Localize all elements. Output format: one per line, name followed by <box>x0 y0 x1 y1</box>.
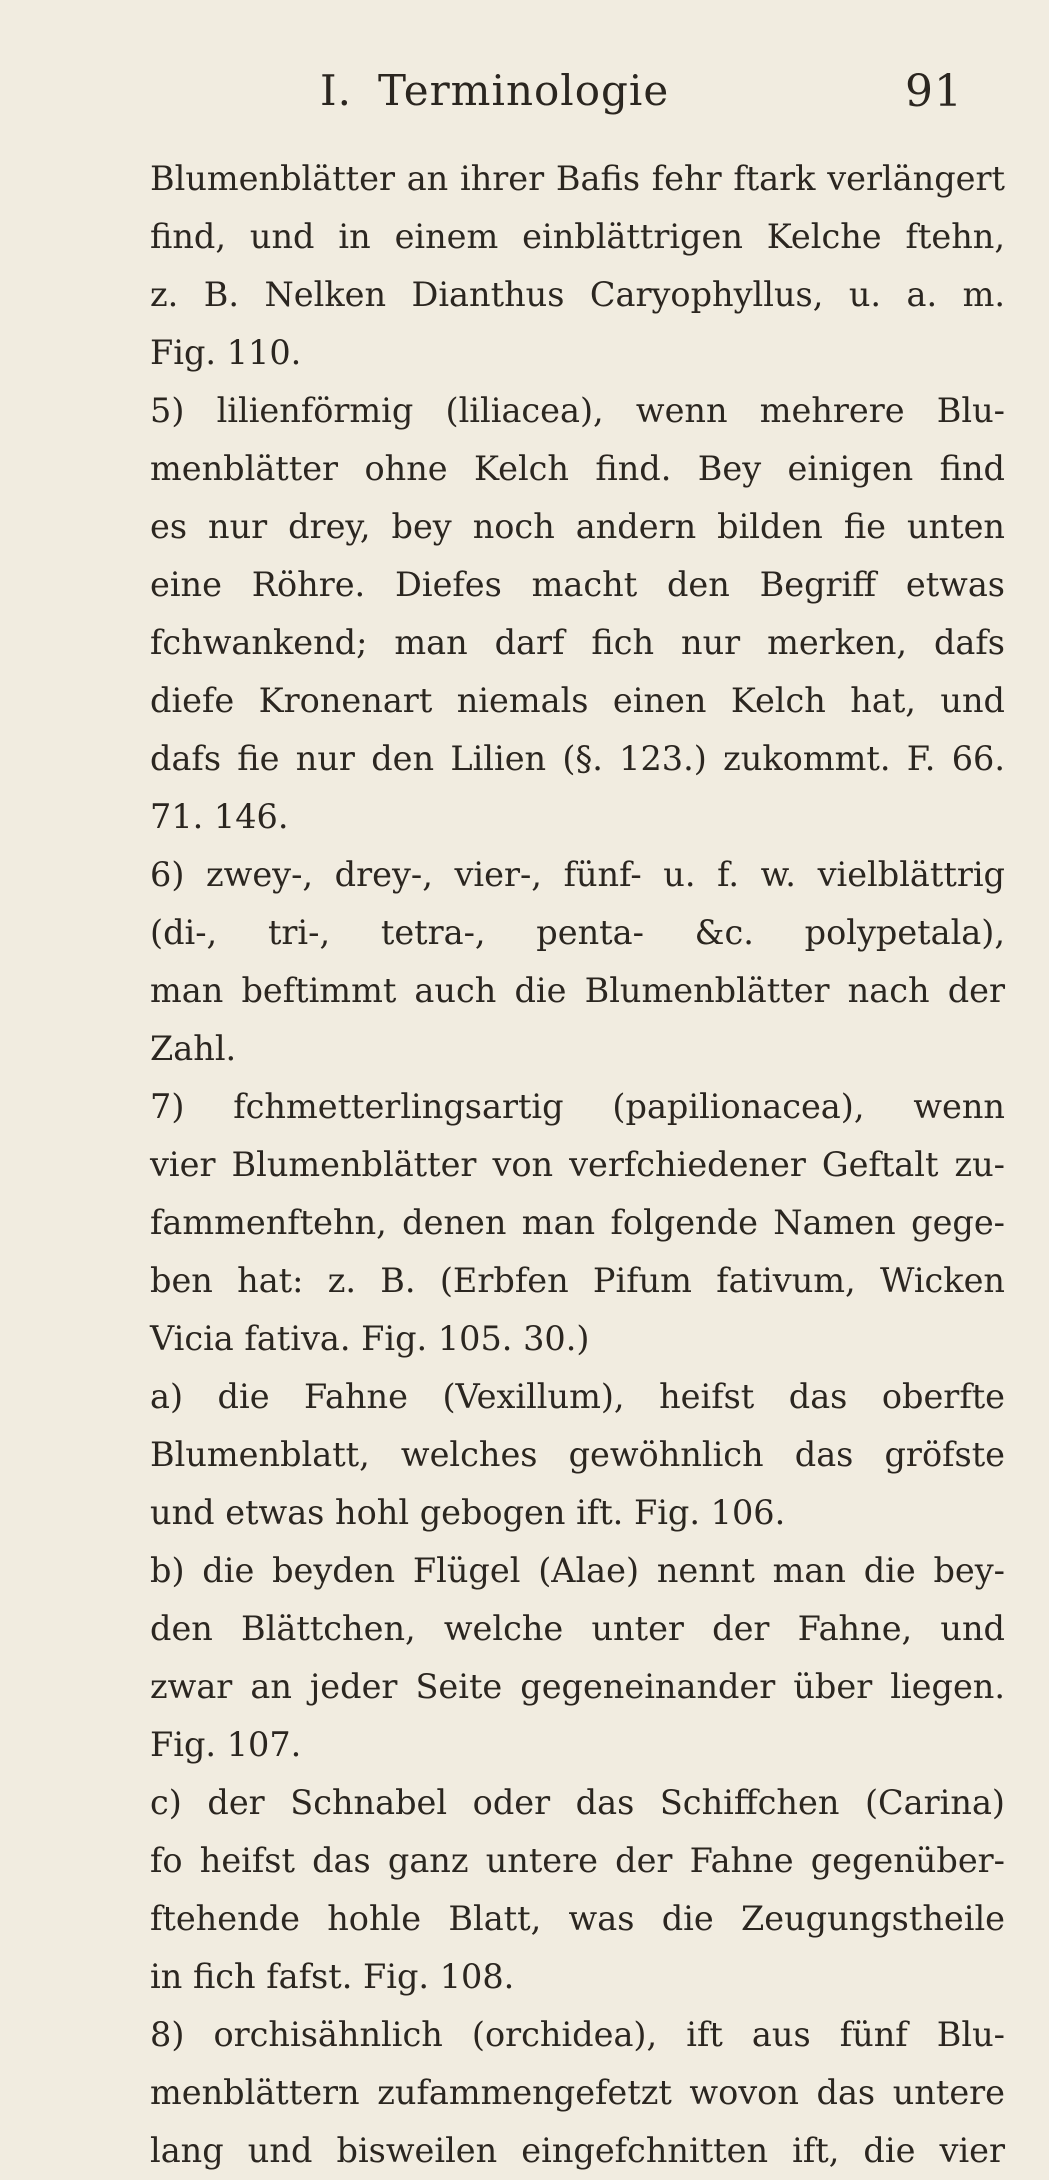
text-line: vier Blumenblätter von verfchiedener Geftalt zu- <box>150 1145 1005 1184</box>
text-line: den Blättchen, welche unter der Fahne, und <box>150 1609 1005 1648</box>
text-line: b) die beyden Flügel (Alae) nennt man die bey- <box>150 1551 1005 1590</box>
text-line: ftehende hohle Blatt, was die Zeugungstheile <box>150 1899 1005 1938</box>
text-line: 5) lilienförmig (liliacea), wenn mehrere Blu- <box>150 391 1005 430</box>
text-line: Fig. 110. <box>150 333 302 372</box>
text-line: lang und bisweilen eingefchnitten ift, die vier <box>150 2131 1005 2170</box>
body-text <box>150 150 1005 2180</box>
text-line: man beftimmt auch die Blumenblätter nach der <box>150 971 1005 1010</box>
text-line: find, und in einem einblättrigen Kelche ftehn, <box>150 217 1005 256</box>
chapter-title: Terminologie <box>378 66 670 115</box>
text-line: Zahl. <box>150 1029 237 1068</box>
text-line: (di-, tri-, tetra-, penta- &c. polypetala), <box>150 913 1005 952</box>
text-line: menblättern zufammengefetzt wovon das untere <box>150 2073 1005 2112</box>
text-line: und etwas hohl gebogen ift. Fig. 106. <box>150 1493 786 1532</box>
text-line: ben hat: z. B. (Erbfen Pifum fativum, Wicken <box>150 1261 1005 1300</box>
text-line: in fich fafst. Fig. 108. <box>150 1957 515 1996</box>
text-line: a) die Fahne (Vexillum), heifst das oberfte <box>150 1377 1005 1416</box>
text-line: z. B. Nelken Dianthus Caryophyllus, u. a. m. <box>150 275 1005 314</box>
text-line: dafs fie nur den Lilien (§. 123.) zukommt. F. 66. <box>150 739 1005 778</box>
text-line: 8) orchisähnlich (orchidea), ift aus fünf Blu- <box>150 2015 1005 2054</box>
text-line: fo heifst das ganz untere der Fahne gegenüber- <box>150 1841 1005 1880</box>
page-number: 91 <box>905 66 963 117</box>
chapter-number: I. <box>320 66 352 115</box>
text-line: Fig. 107. <box>150 1725 302 1764</box>
text-line: 6) zwey-, drey-, vier-, fünf- u. f. w. vielblättrig <box>150 855 1005 894</box>
text-line: fchwankend; man darf fich nur merken, dafs <box>150 623 1005 662</box>
text-line: 7) fchmetterlingsartig (papilionacea), wenn <box>150 1087 1005 1126</box>
text-line: Vicia fativa. Fig. 105. 30.) <box>150 1319 590 1358</box>
text-line: diefe Kronenart niemals einen Kelch hat, und <box>150 681 1005 720</box>
text-line: Blumenblatt, welches gewöhnlich das gröfste <box>150 1435 1005 1474</box>
text-line: fammenftehn, denen man folgende Namen gege- <box>150 1203 1005 1242</box>
text-line: Blumenblätter an ihrer Bafis fehr ftark verlängert <box>150 159 1005 198</box>
text-line: eine Röhre. Diefes macht den Begriff etwas <box>150 565 1005 604</box>
text-line: menblätter ohne Kelch find. Bey einigen find <box>150 449 1005 488</box>
text-line: es nur drey, bey noch andern bilden fie unten <box>150 507 1005 546</box>
text-line: 71. 146. <box>150 797 289 836</box>
running-header <box>150 58 1005 150</box>
text-line: zwar an jeder Seite gegeneinander über liegen. <box>150 1667 1005 1706</box>
text-line: c) der Schnabel oder das Schiffchen (Carina) <box>150 1783 1005 1822</box>
